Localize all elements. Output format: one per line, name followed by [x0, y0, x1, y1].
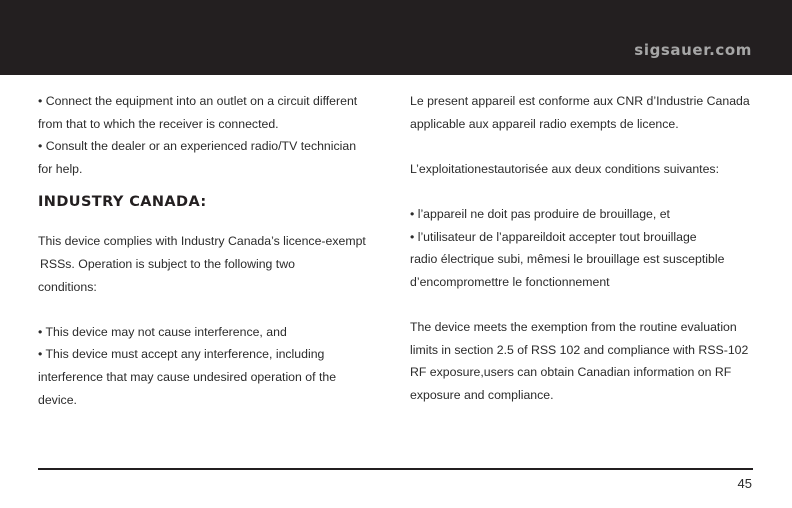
spacer	[38, 298, 388, 321]
spacer	[410, 293, 765, 316]
text-line: interference that may cause undesired operation of the	[38, 369, 337, 384]
text-line: • Connect the equipment into an outlet on a circuit different	[38, 94, 358, 108]
text-line: RSSs. Operation is subject to the following two	[40, 256, 295, 271]
text-line: Le present appareil est conforme aux CNR d’Industrie Canada	[410, 94, 750, 108]
brand-url: sigsauer.com	[634, 41, 752, 59]
text-line: conditions:	[38, 279, 97, 294]
text-line: RF exposure,users can obtain Canadian information on RF	[410, 365, 732, 380]
text-line: The device meets the exemption from the routine evaluation	[410, 319, 737, 334]
text-line: radio électrique subi, mêmesi le brouillage est susceptible	[410, 252, 725, 267]
text-line: exposure and compliance.	[410, 387, 554, 402]
text-line: • Consult the dealer or an experienced radio/TV technician	[38, 139, 357, 154]
text-line: • l’utilisateur de l’appareildoit accepter tout brouillage	[410, 229, 697, 244]
text-line: L’exploitationestautorisée aux deux conditions suivantes:	[410, 161, 719, 176]
left-column	[38, 90, 388, 411]
page-header	[0, 0, 792, 75]
right-column	[410, 90, 765, 406]
text-line: • This device must accept any interference, including	[38, 347, 325, 362]
text-line: from that to which the receiver is connected.	[38, 116, 279, 131]
text-line: • This device may not cause interference, and	[38, 324, 287, 339]
section-heading: INDUSTRY CANADA:	[38, 194, 207, 211]
spacer	[410, 135, 765, 158]
footer-rule	[38, 468, 753, 470]
text-line: • l’appareil ne doit pas produire de brouillage, et	[410, 206, 670, 221]
page-number: 45	[737, 476, 752, 491]
text-line: for help.	[38, 161, 83, 176]
spacer	[410, 180, 765, 203]
text-line: limits in section 2.5 of RSS 102 and compliance with RSS-102	[410, 342, 749, 357]
text-line: d’encompromettre le fonctionnement	[410, 274, 610, 289]
text-line: This device complies with Industry Canada’s licence-exempt	[38, 234, 366, 249]
text-line: device.	[38, 392, 77, 407]
text-line: applicable aux appareil radio exempts de licence.	[410, 116, 679, 131]
